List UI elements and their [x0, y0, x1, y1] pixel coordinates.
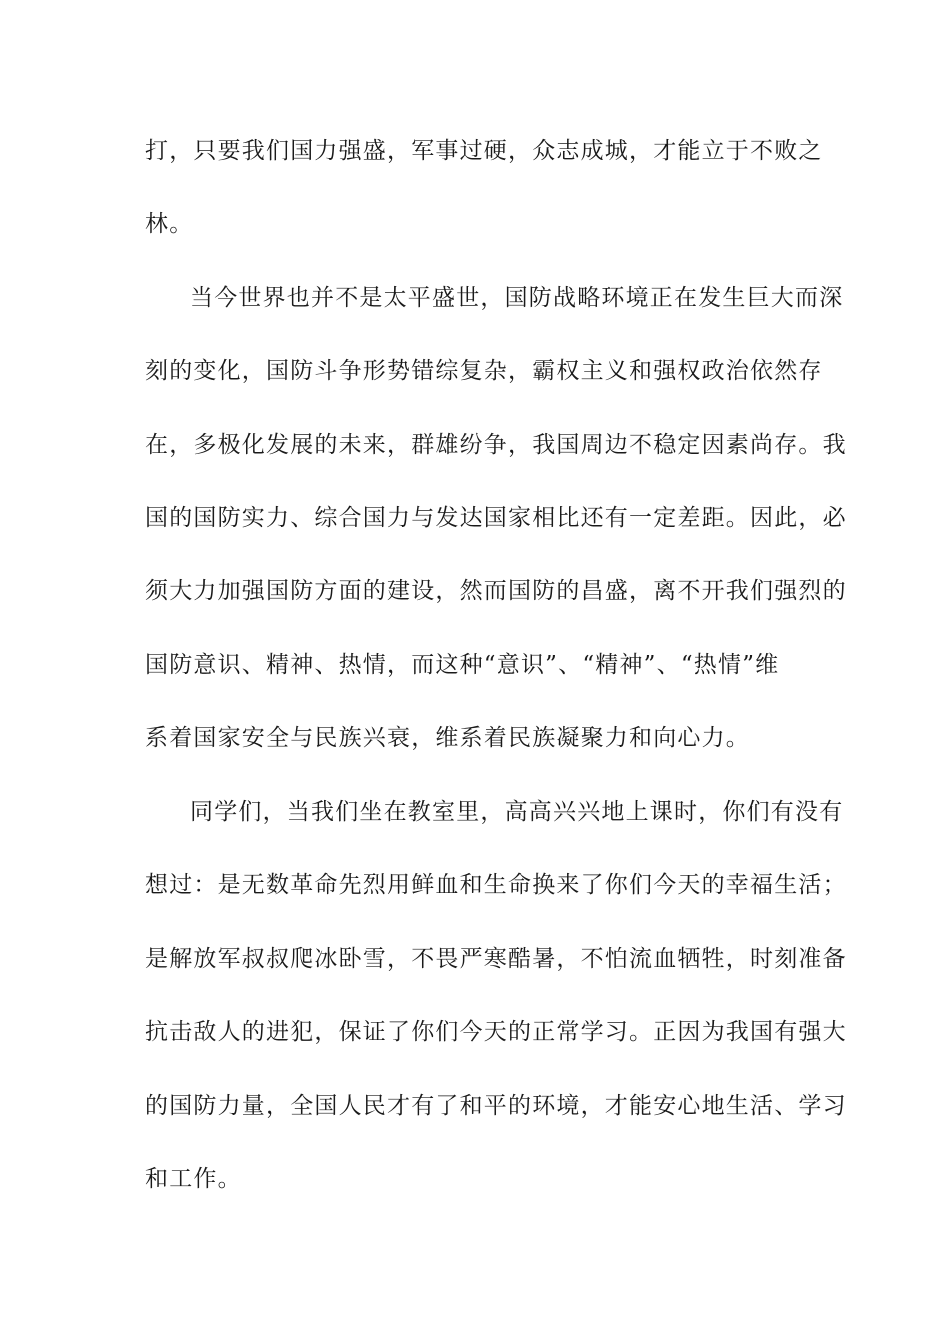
text-line: 国防意识、精神、热情，而这种“意识”、“精神”、“热情”维	[145, 652, 780, 678]
text-line: 和工作。	[145, 1166, 242, 1192]
text-line: 刻的变化，国防斗争形势错综复杂，霸权主义和强权政治依然存	[145, 358, 823, 384]
text-line: 是解放军叔叔爬冰卧雪，不畏严寒酷暑，不怕流血牺牲，时刻准备	[145, 946, 847, 972]
paragraph-start-line: 同学们，当我们坐在教室里，高高兴兴地上课时，你们有没有	[190, 799, 844, 825]
text-line: 国的国防实力、综合国力与发达国家相比还有一定差距。因此，必	[145, 505, 847, 531]
text-line: 打，只要我们国力强盛，军事过硬，众志成城，才能立于不败之	[145, 138, 823, 164]
text-line: 想过：是无数革命先烈用鲜血和生命换来了你们今天的幸福生活；	[145, 872, 847, 898]
text-line: 系着国家安全与民族兴衰，维系着民族凝聚力和向心力。	[145, 725, 750, 751]
text-line: 抗击敌人的进犯，保证了你们今天的正常学习。正因为我国有强大	[145, 1019, 847, 1045]
text-line: 林。	[145, 211, 194, 237]
text-line: 在，多极化发展的未来，群雄纷争，我国周边不稳定因素尚存。我	[145, 432, 847, 458]
paragraph-start-line: 当今世界也并不是太平盛世，国防战略环境正在发生巨大而深	[190, 285, 844, 311]
text-line: 须大力加强国防方面的建设，然而国防的昌盛，离不开我们强烈的	[145, 578, 847, 604]
text-line: 的国防力量，全国人民才有了和平的环境，才能安心地生活、学习	[145, 1093, 847, 1119]
